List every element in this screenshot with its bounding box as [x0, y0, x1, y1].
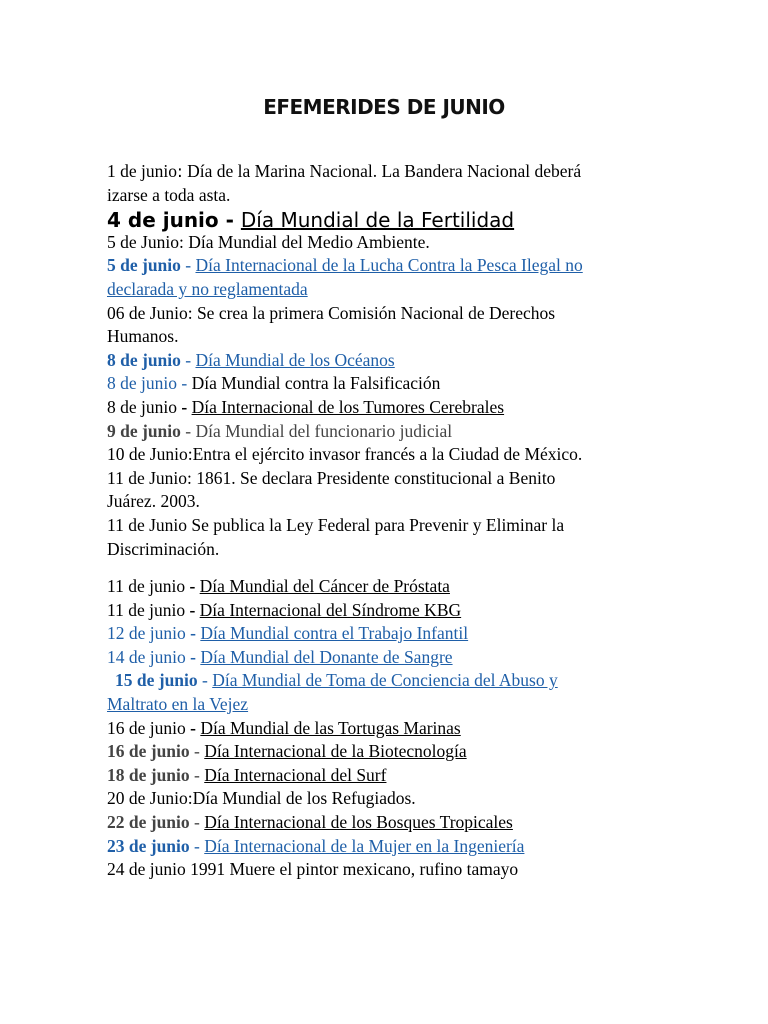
list-item [107, 372, 667, 396]
entry-date: 9 de junio [107, 420, 181, 441]
entry-sep: : [187, 788, 193, 809]
entry-date: 11 de Junio [107, 514, 188, 535]
list-item-continuation [107, 693, 667, 717]
list-item [107, 835, 667, 859]
entry-text-cont: izarse a toda asta. [107, 184, 231, 205]
entry-text: Se crea la primera Comisión Nacional de Derechos [192, 302, 556, 323]
list-item [107, 622, 667, 646]
entry-link[interactable]: Día Internacional de la Lucha Contra la Pesca Ilegal no [195, 255, 583, 276]
efemerides-list [107, 160, 667, 882]
entry-text-cont: Discriminación. [107, 538, 220, 559]
entry-link-cont[interactable]: Maltrato en la Vejez [107, 694, 249, 715]
entry-date: 4 de junio [107, 208, 219, 233]
list-item [107, 514, 667, 538]
list-item-continuation [107, 184, 667, 208]
list-item [107, 396, 667, 420]
entry-date: 11 de junio [107, 576, 186, 597]
entry-date: 1 de junio [107, 161, 177, 181]
list-item-continuation [107, 278, 667, 302]
list-item [107, 717, 667, 741]
entry-date: 8 de junio [107, 396, 177, 417]
list-item [107, 811, 667, 835]
entry-date: 16 de junio [107, 741, 190, 762]
entry-date: 8 de junio [107, 349, 181, 370]
entry-date: 11 de junio [107, 599, 186, 620]
entry-sep: - [189, 812, 205, 833]
list-item [107, 740, 667, 764]
entry-link[interactable]: Día Mundial de los Océanos [195, 349, 395, 370]
entry-date: 22 de junio [107, 812, 190, 833]
list-item [107, 858, 667, 882]
entry-sep: - [180, 420, 196, 441]
entry-sep: - [185, 717, 201, 738]
entry-date: 5 de junio [107, 255, 181, 276]
entry-text: Día Mundial contra la Falsificación [191, 373, 441, 394]
entry-sep: - [218, 208, 241, 233]
entry-text: Día Mundial de los Refugiados. [192, 788, 416, 809]
entry-link[interactable]: Día Internacional del Síndrome KBG [199, 599, 462, 620]
entry-text: 1861. Se declara Presidente constitucional a Benito [191, 467, 556, 488]
entry-sep: : [187, 467, 192, 488]
entry-link[interactable]: Día Internacional de la Biotecnología [204, 741, 467, 762]
entry-sep: - [180, 255, 196, 276]
list-item [107, 302, 667, 326]
entry-text: Día de la Marina Nacional. La Bandera Nacional deberá [182, 161, 582, 181]
list-item [107, 599, 667, 623]
entry-date: 16 de junio [107, 717, 186, 738]
list-item [107, 443, 667, 467]
entry-date: 12 de junio [107, 623, 186, 644]
entry-sep: - [189, 741, 205, 762]
list-item [107, 669, 667, 693]
list-item [107, 207, 667, 231]
entry-date: 15 de junio [115, 670, 198, 691]
entry-link[interactable]: Día Mundial de las Tortugas Marinas [200, 717, 461, 738]
list-item [107, 231, 667, 255]
entry-text: Entra el ejército invasor francés a la Ciudad de México. [192, 444, 583, 465]
entry-date: 10 de Junio [107, 444, 188, 465]
list-item [107, 646, 667, 670]
list-item-continuation [107, 538, 667, 562]
entry-date: 18 de junio [107, 764, 190, 785]
list-item [107, 575, 667, 599]
list-item [107, 787, 667, 811]
entry-text: 1991 Muere el pintor mexicano, rufino tamayo [185, 859, 519, 880]
entry-link[interactable]: Día Internacional de los Bosques Tropicales [204, 812, 513, 833]
entry-text: Se publica la Ley Federal para Prevenir y Eliminar la [187, 514, 565, 535]
entry-date: 8 de junio [107, 373, 177, 394]
entry-sep: - [185, 646, 201, 667]
entry-sep: : [177, 162, 183, 182]
entry-sep: - [185, 623, 201, 644]
list-item [107, 467, 667, 491]
list-item [107, 420, 667, 444]
entry-date: 06 de Junio [107, 302, 188, 323]
entry-link[interactable]: Día Internacional de la Mujer en la Ingeniería [204, 835, 525, 856]
entry-date: 5 de Junio [107, 231, 179, 252]
entry-date: 23 de junio [107, 835, 190, 856]
page-title: EFEMERIDES DE JUNIO [263, 95, 505, 119]
entry-link[interactable]: Día Mundial de Toma de Conciencia del Abuso y [212, 670, 558, 691]
entry-link[interactable]: Día Internacional de los Tumores Cerebrales [191, 396, 505, 417]
entry-sep: - [189, 764, 205, 785]
entry-date: 11 de Junio [107, 467, 188, 488]
paragraph-gap [107, 561, 667, 575]
list-item [107, 160, 667, 184]
entry-link[interactable]: Día Mundial del Donante de Sangre [200, 646, 453, 667]
entry-sep: - [189, 835, 205, 856]
entry-link[interactable]: Día Mundial de la Fertilidad [240, 208, 515, 233]
entry-sep: - [177, 373, 192, 394]
entry-sep: - [180, 349, 196, 370]
entry-link[interactable]: Día Mundial del Cáncer de Próstata [199, 576, 450, 597]
entry-sep: - [197, 670, 213, 691]
list-item [107, 349, 667, 373]
entry-sep: - [185, 576, 200, 597]
entry-text: Día Mundial del funcionario judicial [195, 420, 453, 441]
list-item-continuation [107, 325, 667, 349]
entry-date: 14 de junio [107, 646, 186, 667]
entry-link-cont[interactable]: declarada y no reglamentada [107, 278, 308, 299]
entry-sep: : [187, 302, 193, 323]
entry-sep: : [178, 231, 184, 252]
list-item [107, 764, 667, 788]
entry-sep: : [187, 444, 193, 465]
entry-text: Día Mundial del Medio Ambiente. [183, 231, 430, 252]
entry-text-cont: Humanos. [107, 326, 179, 347]
list-item-continuation [107, 490, 667, 514]
entry-sep: - [177, 396, 192, 417]
entry-sep: - [185, 599, 200, 620]
entry-link[interactable]: Día Internacional del Surf [204, 764, 387, 785]
entry-text-cont: Juárez. 2003. [107, 491, 200, 512]
list-item [107, 254, 667, 278]
entry-link[interactable]: Día Mundial contra el Trabajo Infantil [200, 623, 469, 644]
entry-date: 20 de Junio [107, 788, 188, 809]
entry-date: 24 de junio [107, 859, 186, 880]
